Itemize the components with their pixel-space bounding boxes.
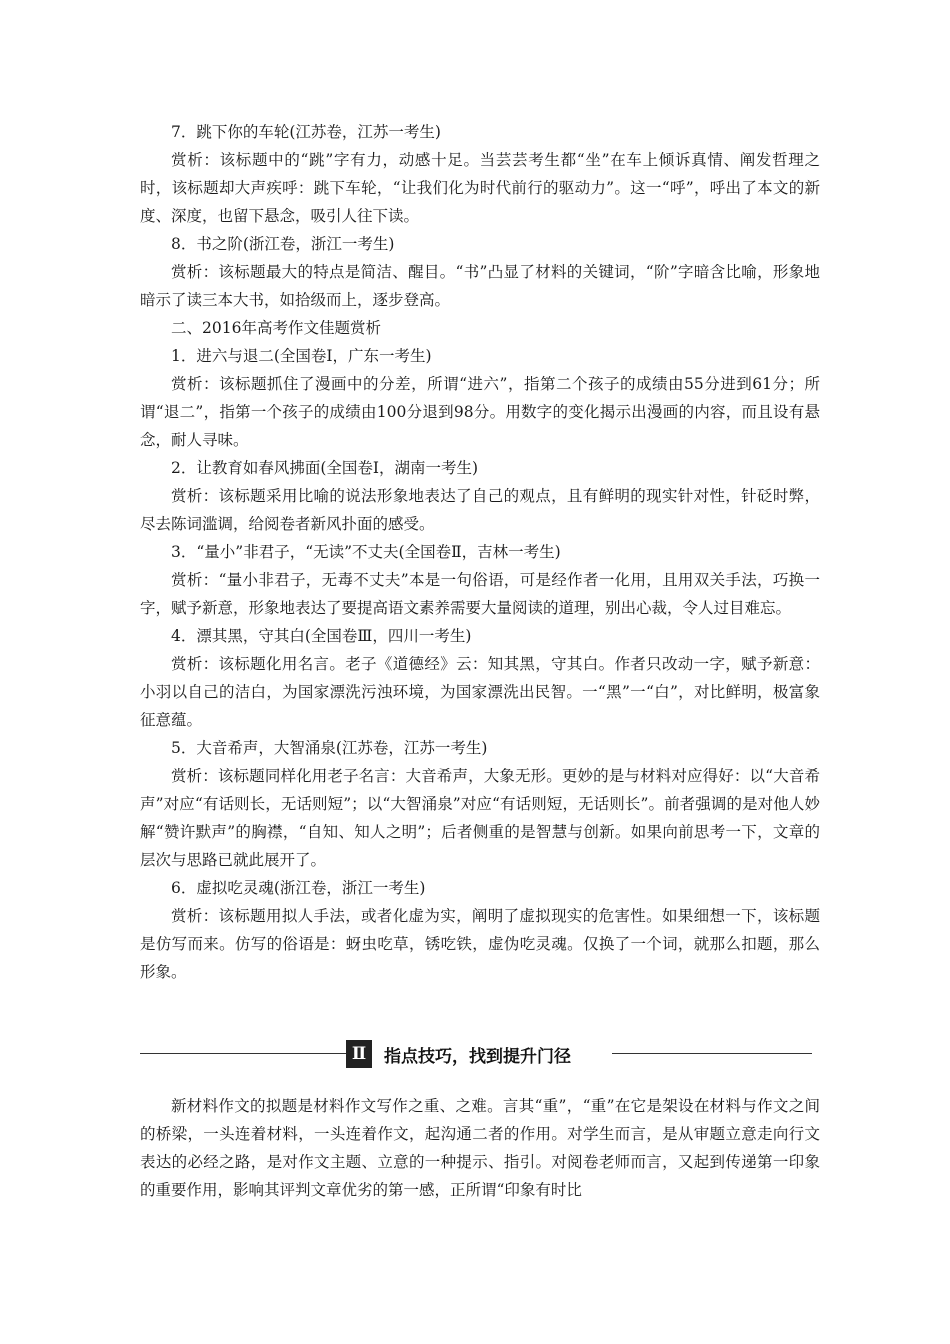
item-title: 4．漂其黑，守其白(全国卷Ⅲ，四川一考生) [171, 627, 472, 645]
section-divider [140, 1036, 812, 1072]
item-title: 2．让教育如春风拂面(全国卷Ⅰ，湖南一考生) [171, 459, 479, 477]
item-analysis: 赏析：“量小非君子，无毒不丈夫”本是一句俗语，可是经作者一化用，且用双关手法，巧换一字，赋予新意，形象地表达了要提高语文素养需要大量阅读的道理，别出心裁，令人过目难忘。 [140, 571, 820, 617]
item-title: 3．“量小”非君子，“无读”不丈夫(全国卷Ⅱ，吉林一考生) [171, 543, 561, 561]
item-analysis: 赏析：该标题同样化用老子名言：大音希声，大象无形。更妙的是与材料对应得好：以“大音希声”对应“有话则长，无话则短”；以“大智涌泉”对应“有话则短，无话则长”。前者强调的是对他人妙解“赞许默声”的胸襟，“自知、知人之明”；后者侧重的是智慧与创新。如果向前思考一下，文章的层次与思路已就此展开了。 [140, 767, 820, 869]
item-analysis: 赏析：该标题采用比喻的说法形象地表达了自己的观点，且有鲜明的现实针对性，针砭时弊，尽去陈词滥调，给阅卷者新风扑面的感受。 [140, 487, 820, 533]
item-analysis: 赏析：该标题中的“跳”字有力，动感十足。当芸芸考生都“坐”在车上倾诉真情、阐发哲理之时，该标题却大声疾呼：跳下车轮，“让我们化为时代前行的驱动力”。这一“呼”，呼出了本文的新度、深度，也留下悬念，吸引人往下读。 [140, 151, 820, 225]
divider-line-right [612, 1053, 812, 1054]
item-title: 7．跳下你的车轮(江苏卷，江苏一考生) [171, 123, 441, 141]
item-analysis: 赏析：该标题抓住了漫画中的分差，所谓“进六”，指第二个孩子的成绩由55分进到61分；所谓“退二”，指第一个孩子的成绩由100分退到98分。用数字的变化揭示出漫画的内容，而且设有悬念，耐人寻味。 [140, 375, 820, 449]
section-badge [346, 1040, 612, 1068]
item-analysis: 赏析：该标题化用名言。老子《道德经》云：知其黑，守其白。作者只改动一字，赋予新意：小羽以自己的洁白，为国家漂洗污浊环境，为国家漂洗出民智。一“黑”一“白”，对比鲜明，极富象征意蕴。 [140, 655, 820, 729]
body-paragraph: 新材料作文的拟题是材料作文写作之重、之难。言其“重”，“重”在它是架设在材料与作文之间的桥梁，一头连着材料，一头连着作文，起沟通二者的作用。对学生而言，是从审题立意走向行文表达的必经之路，是对作文主题、立意的一种提示、指引。对阅卷老师而言，又起到传递第一印象的重要作用，影响其评判文章优劣的第一感，正所谓“印象有时比 [140, 1097, 820, 1199]
analysis-list [140, 118, 820, 986]
divider-line-left [140, 1053, 346, 1054]
section-numeral: Ⅱ [346, 1040, 372, 1068]
item-title: 1．进六与退二(全国卷Ⅰ，广东一考生) [171, 347, 432, 365]
subsection-heading: 二、2016年高考作文佳题赏析 [171, 319, 381, 337]
item-analysis: 赏析：该标题最大的特点是简洁、醒目。“书”凸显了材料的关键词，“阶”字暗含比喻，形象地暗示了读三本大书，如拾级而上，逐步登高。 [140, 263, 820, 309]
section-title: 指点技巧，找到提升门径 [384, 1046, 571, 1067]
item-title: 8．书之阶(浙江卷，浙江一考生) [171, 235, 395, 253]
section-body [140, 1092, 820, 1204]
item-analysis: 赏析：该标题用拟人手法，或者化虚为实，阐明了虚拟现实的危害性。如果细想一下，该标题是仿写而来。仿写的俗语是：蚜虫吃草，锈吃铁，虚伪吃灵魂。仅换了一个词，就那么扣题，那么形象。 [140, 907, 820, 981]
item-title: 5．大音希声，大智涌泉(江苏卷，江苏一考生) [171, 739, 488, 757]
item-title: 6．虚拟吃灵魂(浙江卷，浙江一考生) [171, 879, 426, 897]
